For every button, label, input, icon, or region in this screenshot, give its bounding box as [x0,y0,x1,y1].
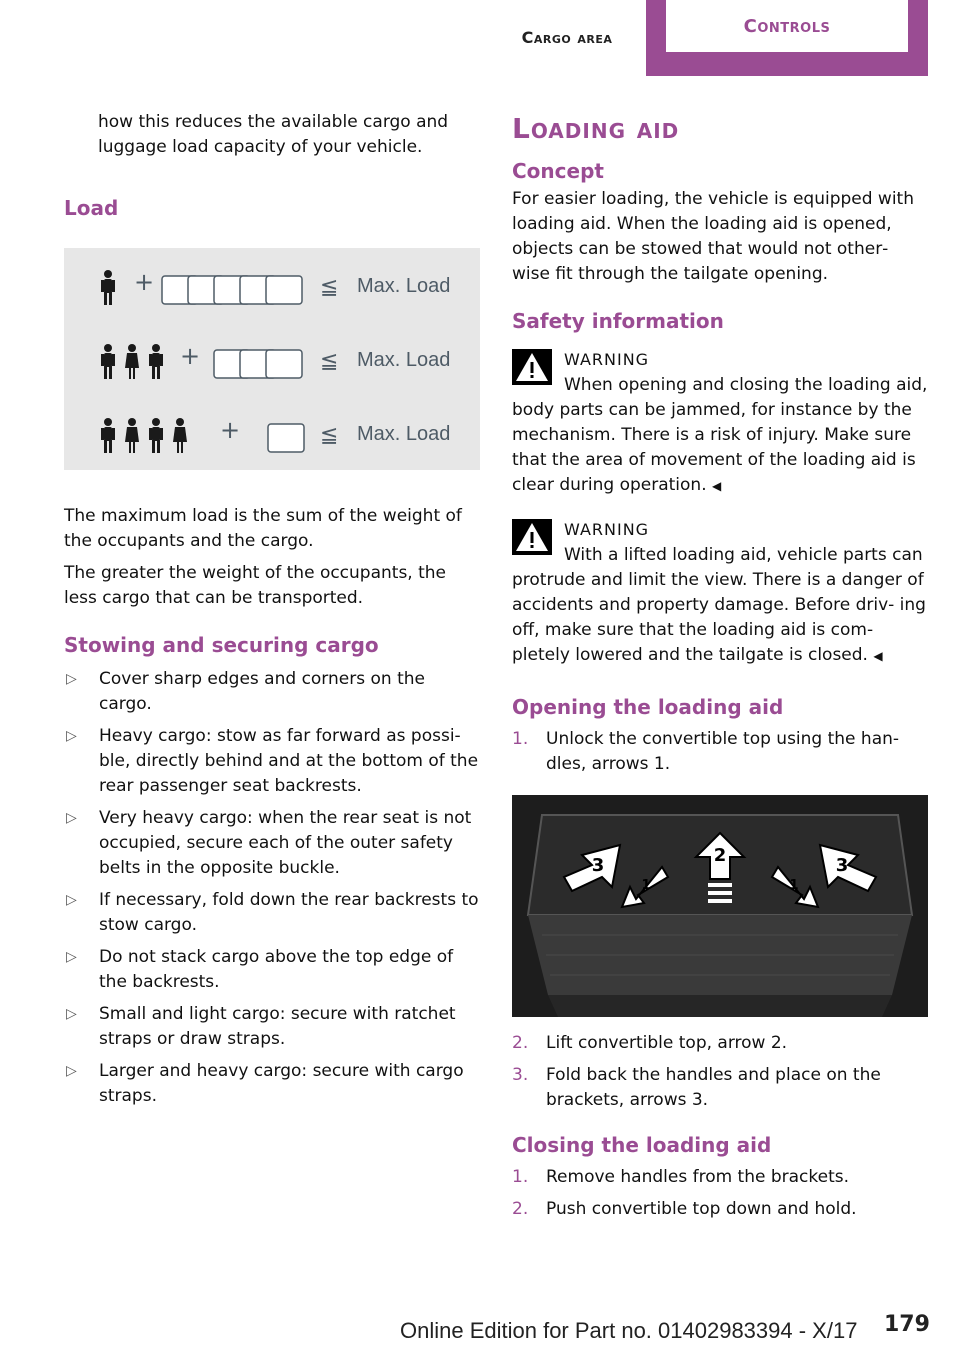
list-item: ▷ Larger and heavy cargo: secure with cargo straps. [66,1061,464,1106]
left-column [64,110,480,1116]
end-mark-icon: ◀ [873,649,883,663]
load-figure [64,248,480,470]
svg-text:1: 1 [641,878,651,893]
warning-triangle-icon [512,519,552,555]
person-icon [101,270,115,305]
triangle-right-icon: ▷ [66,1063,77,1079]
opening-steps-continued [512,1031,928,1113]
list-item: ▷ Heavy cargo: stow as far forward as possi‐ ble, directly behind and at the bottom of the rear passenger seat backrests. [66,726,479,796]
list-item: ▷ Do not stack cargo above the top edge of the backrests. [66,947,454,992]
intro-text: how this reduces the available cargo and luggage load capacity of your vehicle. [98,112,449,157]
section-title: Loading aid [512,112,680,145]
closing-steps [512,1165,928,1222]
triangle-right-icon: ▷ [66,1006,77,1022]
list-item: ▷ Cover sharp edges and corners on the cargo. [66,669,425,714]
max-load-label: Max. Load [357,275,451,297]
concept-text: For easier loading, the vehicle is equipped with loading aid. When the loading aid is opened, objects can be stowed that would not other‐ wise fit through the tailgate opening. [512,189,914,284]
triangle-right-icon: ▷ [66,671,77,687]
stowing-list [64,667,480,1109]
svg-text:≦: ≦ [320,349,339,374]
triangle-right-icon: ▷ [66,949,77,965]
chapter-tab-controls[interactable] [646,0,928,76]
max-load-label: Max. Load [357,349,451,371]
list-item: ▷ Very heavy cargo: when the rear seat is not occupied, secure each of the outer safety belts in the opposite buckle. [66,808,472,878]
load-row-3-graphic [64,412,354,462]
section-tab-cargo-area[interactable]: Cargo area [521,27,613,47]
load-row-2 [64,338,480,388]
svg-text:+: + [134,268,155,296]
list-item: ▷ Small and light cargo: secure with ratchet straps or draw straps. [66,1004,456,1049]
paragraph-max-load: The maximum load is the sum of the weight of the occupants and the cargo. [64,506,462,551]
footer-edition: Online Edition for Part no. 01402983394 - X/17 [400,1318,858,1343]
end-mark-icon: ◀ [712,479,722,493]
svg-text:2: 2 [713,845,727,866]
load-heading: Load [64,196,119,220]
max-load-label: Max. Load [357,423,451,445]
triangle-right-icon: ▷ [66,728,77,744]
warning-label: WARNING [564,520,650,539]
triangle-right-icon: ▷ [66,810,77,826]
list-item: 1. Remove handles from the brackets. [512,1167,850,1187]
load-row-2-graphic [64,338,354,388]
cargo-area-illustration [512,795,928,1017]
load-row-1-graphic [64,264,354,314]
list-item: 1. Unlock the convertible top using the han‐ dles, arrows 1. [512,729,900,774]
right-column [512,112,928,1229]
warning-text: With a lifted loading aid, vehicle parts can protrude and limit the view. There is a danger of accidents and property damage. Before driv‐ ing off, make sure that the loading aid is com‐ pletely lowered and the tailgate is closed. ◀ [512,545,926,665]
chapter-tab-label: Controls [666,0,908,52]
svg-text:3: 3 [591,855,605,876]
svg-text:+: + [220,416,241,444]
warning-triangle-icon [512,349,552,385]
stowing-heading: Stowing and securing cargo [64,633,379,657]
loading-aid-photo [512,795,928,1017]
warning-block [512,347,928,499]
list-item: 2. Lift convertible top, arrow 2. [512,1033,788,1053]
opening-heading: Opening the loading aid [512,695,784,719]
svg-text:≦: ≦ [320,275,339,300]
safety-heading: Safety information [512,309,724,333]
page-number: 179 [884,1312,930,1337]
closing-heading: Closing the loading aid [512,1133,772,1157]
svg-text:3: 3 [835,855,849,876]
svg-text:1: 1 [789,878,799,893]
paragraph-weight: The greater the weight of the occupants, the less cargo that can be transported. [64,563,447,608]
opening-steps [512,727,928,777]
triangle-right-icon: ▷ [66,892,77,908]
load-row-1 [64,264,480,314]
load-row-3 [64,412,480,462]
luggage-icon [162,276,302,304]
svg-text:+: + [180,342,201,370]
warning-label: WARNING [564,350,650,369]
list-item: 2. Push convertible top down and hold. [512,1199,857,1219]
warning-text: When opening and closing the loading aid, body parts can be jammed, for instance by the mechanism. There is a risk of injury. Make sure that the area of movement of the loading aid is clear during operation. ◀ [512,375,928,495]
list-item: ▷ If necessary, fold down the rear backrests to stow cargo. [66,890,479,935]
warning-block [512,517,928,669]
concept-heading: Concept [512,159,604,183]
svg-text:≦: ≦ [320,423,339,448]
list-item: 3. Fold back the handles and place on the brackets, arrows 3. [512,1065,881,1110]
